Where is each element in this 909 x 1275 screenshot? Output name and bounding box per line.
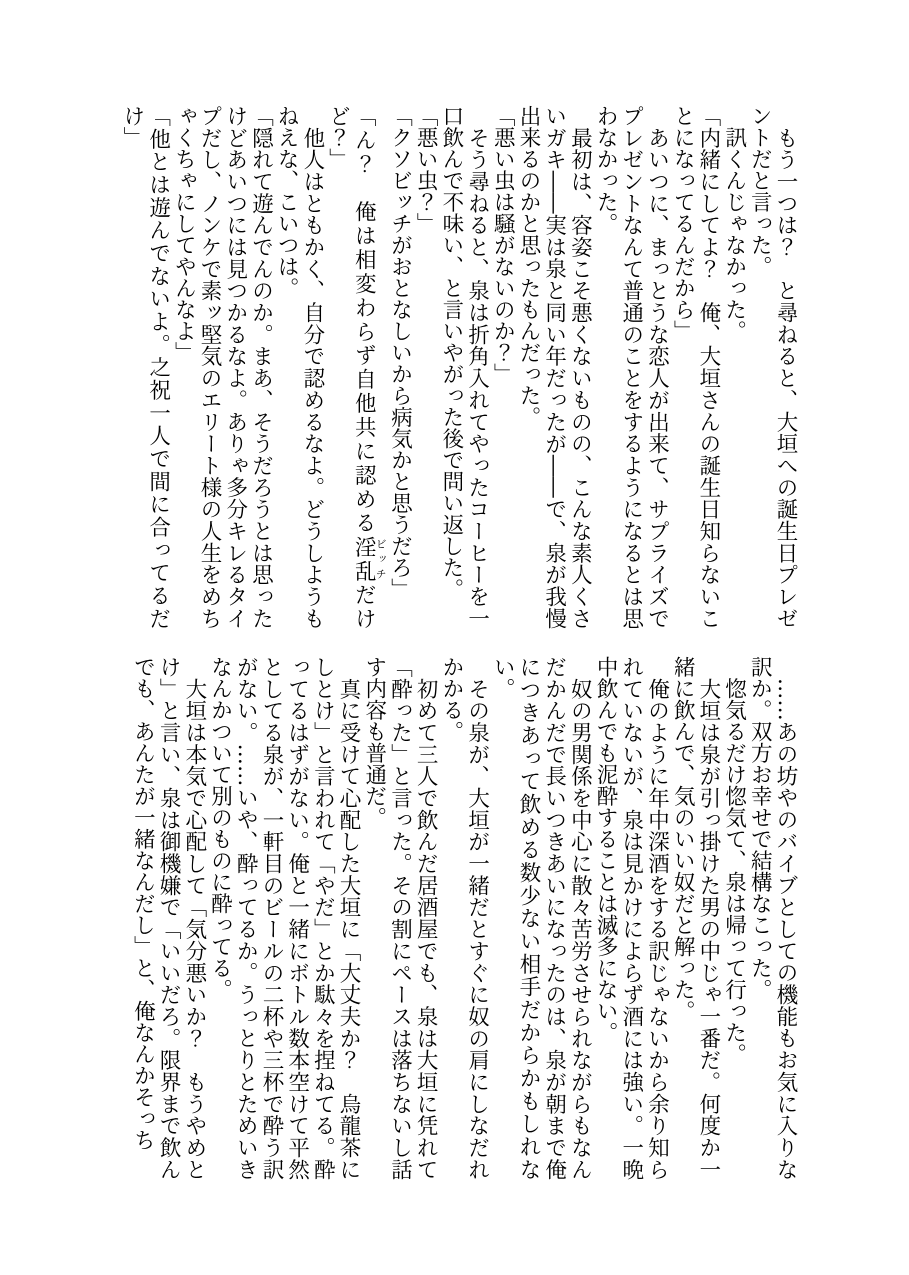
paragraph: 大垣は泉が引っ掛けた男の中じゃ一番だ。何度か一緒に飲んで、気のいい奴だと解った。 xyxy=(670,656,721,1180)
text-block-top xyxy=(119,105,798,629)
text-block-bottom xyxy=(130,656,798,1180)
paragraph: 最初は、容姿こそ悪くないものの、こんな素人くさいガキ――実は泉と同い年だったが――で、泉が我慢出来るのかと思ったもんだった。 xyxy=(515,105,593,629)
paragraph: 他人はともかく、自分で認めるなよ。どうしようもねえな、こいつは。 xyxy=(274,105,325,629)
paragraph: 訊くんじゃなかった。 xyxy=(721,105,747,342)
paragraph: 「悪い虫？」 xyxy=(413,105,439,234)
paragraph-with-furigana xyxy=(325,105,387,629)
paragraph: 「クソビッチがおとなしいから病気かと思うだろ」 xyxy=(387,105,413,600)
paragraph: 「他とは遊んでないよ。之祝一人で間に合ってるだけ」 xyxy=(119,105,171,629)
furigana-text: ビッチ xyxy=(374,535,387,582)
paragraph-text: だけど？」 xyxy=(325,105,377,630)
paragraph: 真に受けて心配した大垣に「大丈夫か？ 烏龍茶にしとけ」と言われて「やだ」とか駄々を捏ねてる。酔ってるはずがない。俺と一緒にボトル数本空けて平然としてる泉が、一軒目のビールの二杯や三杯で酔う訳がない。……いや、酔ってるか。うっとりとためいきなんかついて別のものに酔ってる。 xyxy=(207,656,362,1180)
furigana-base: 淫乱 xyxy=(351,535,377,584)
paragraph: 惚気るだけ惚気て、泉は帰って行った。 xyxy=(721,656,747,1065)
paragraph: 「悪い虫は騒がないのか？」 xyxy=(490,105,516,385)
paragraph: あいつに、まっとうな恋人が出来て、サプライズでプレゼントなんて普通のことをするようになるとは思わなかった。 xyxy=(593,105,670,629)
paragraph: 大垣は本気で心配して「気分悪いか？ もうやめとけ」と言い、泉は御機嫌で「いいだろ。限界まで飲んでも、あんたが一緒なんだし」と、俺なんかそっち xyxy=(130,656,207,1180)
paragraph-text: 「ん？ 俺は相変わらず自他共に認める xyxy=(351,105,377,536)
furigana-ruby xyxy=(351,535,387,584)
paragraph: 俺のように年中深酒をする訳じゃないから余り知られていないが、泉は見かけによらず酒には強い。一晩中飲んでも泥酔することは滅多にない。 xyxy=(593,656,670,1180)
paragraph: その泉が、大垣が一緒だとすぐに奴の肩にしなだれかかる。 xyxy=(438,656,490,1181)
paragraph: 「内緒にしてよ？ 俺、大垣さんの誕生日知らないことになってるんだから」 xyxy=(670,105,721,629)
paragraph: 初めて三人で飲んだ居酒屋でも、泉は大垣に凭れて「酔った」と言った。その割にペースは落ちないし話す内容も普通だ。 xyxy=(361,656,439,1181)
paragraph: 「隠れて遊んでんのか。まあ、そうだろうとは思ったけどあいつには見つかるなよ。ありゃ多分キレるタイプだし、ノンケで素ッ堅気のエリート様の人生をめちゃくちゃにしてやんなよ」 xyxy=(171,105,274,630)
paragraph: ……あの坊やのバイブとしての機能もお気に入りな訳か。双方お幸せで結構なこった。 xyxy=(747,656,798,1180)
paragraph: 奴の男関係を中心に散々苦労させられながらもなんだかんだで長いつきあいになったのは、泉が朝まで俺につきあって飲める数少ない相手だからかもしれない。 xyxy=(490,656,593,1180)
paragraph: もう一つは？ と尋ねると、大垣への誕生日プレゼントだと言った。 xyxy=(747,105,798,629)
paragraph: そう尋ねると、泉は折角入れてやったコーヒーを一口飲んで不味い、と言いやがった後で問い返した。 xyxy=(438,105,490,629)
